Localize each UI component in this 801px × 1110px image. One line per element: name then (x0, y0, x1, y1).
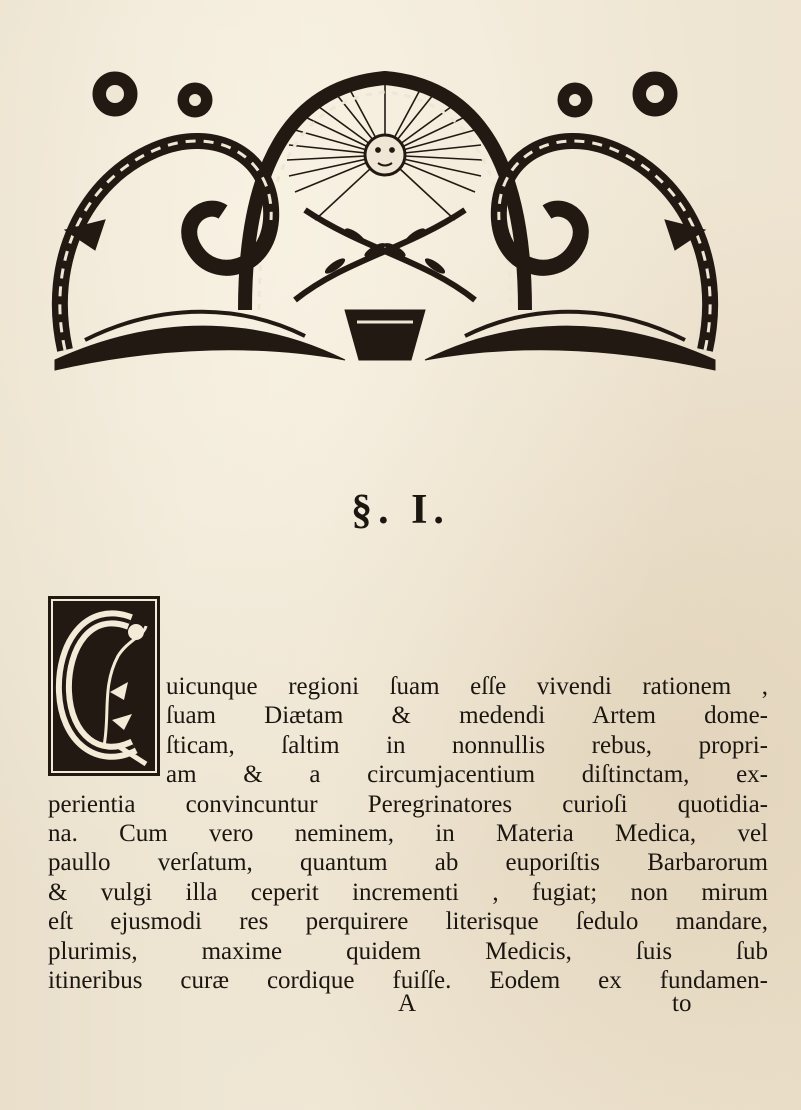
signature-mark: A (398, 990, 417, 1017)
text-line: uicunque regioni ſuam eſſe vivendi rationem , (166, 673, 768, 700)
body-text (48, 672, 768, 995)
text-line: eſt ejusmodi res perquirere literisque ſedulo mandare, (48, 908, 768, 936)
page-footer (0, 990, 801, 1020)
sun-face-icon (365, 135, 405, 175)
text-line: plurimis, maxime quidem Medicis, ſuis ſub (48, 937, 768, 965)
text-line: ſticam, ſaltim in nonnullis rebus, propri- (166, 731, 768, 759)
text-line: & vulgi illa ceperit incrementi , fugiat; non mirum (48, 878, 768, 906)
text-line: ſuam Diætam & medendi Artem dome- (166, 702, 768, 730)
section-heading: §. I. (351, 487, 450, 533)
ornamental-headpiece (45, 60, 725, 380)
text-line: perientia convincuntur Peregrinatores curioſi quotidia- (48, 790, 768, 818)
text-line: itineribus curæ cordique fuiſſe. Eodem ex fundamen- (48, 966, 768, 994)
text-line: paullo verſatum, quantum ab euporiſtis Barbarorum (48, 849, 768, 877)
catchword: to (672, 990, 692, 1017)
text-line: na. Cum vero neminem, in Materia Medica, vel (48, 819, 768, 847)
text-line: am & a circumjacentium diſtinctam, ex- (166, 761, 768, 789)
